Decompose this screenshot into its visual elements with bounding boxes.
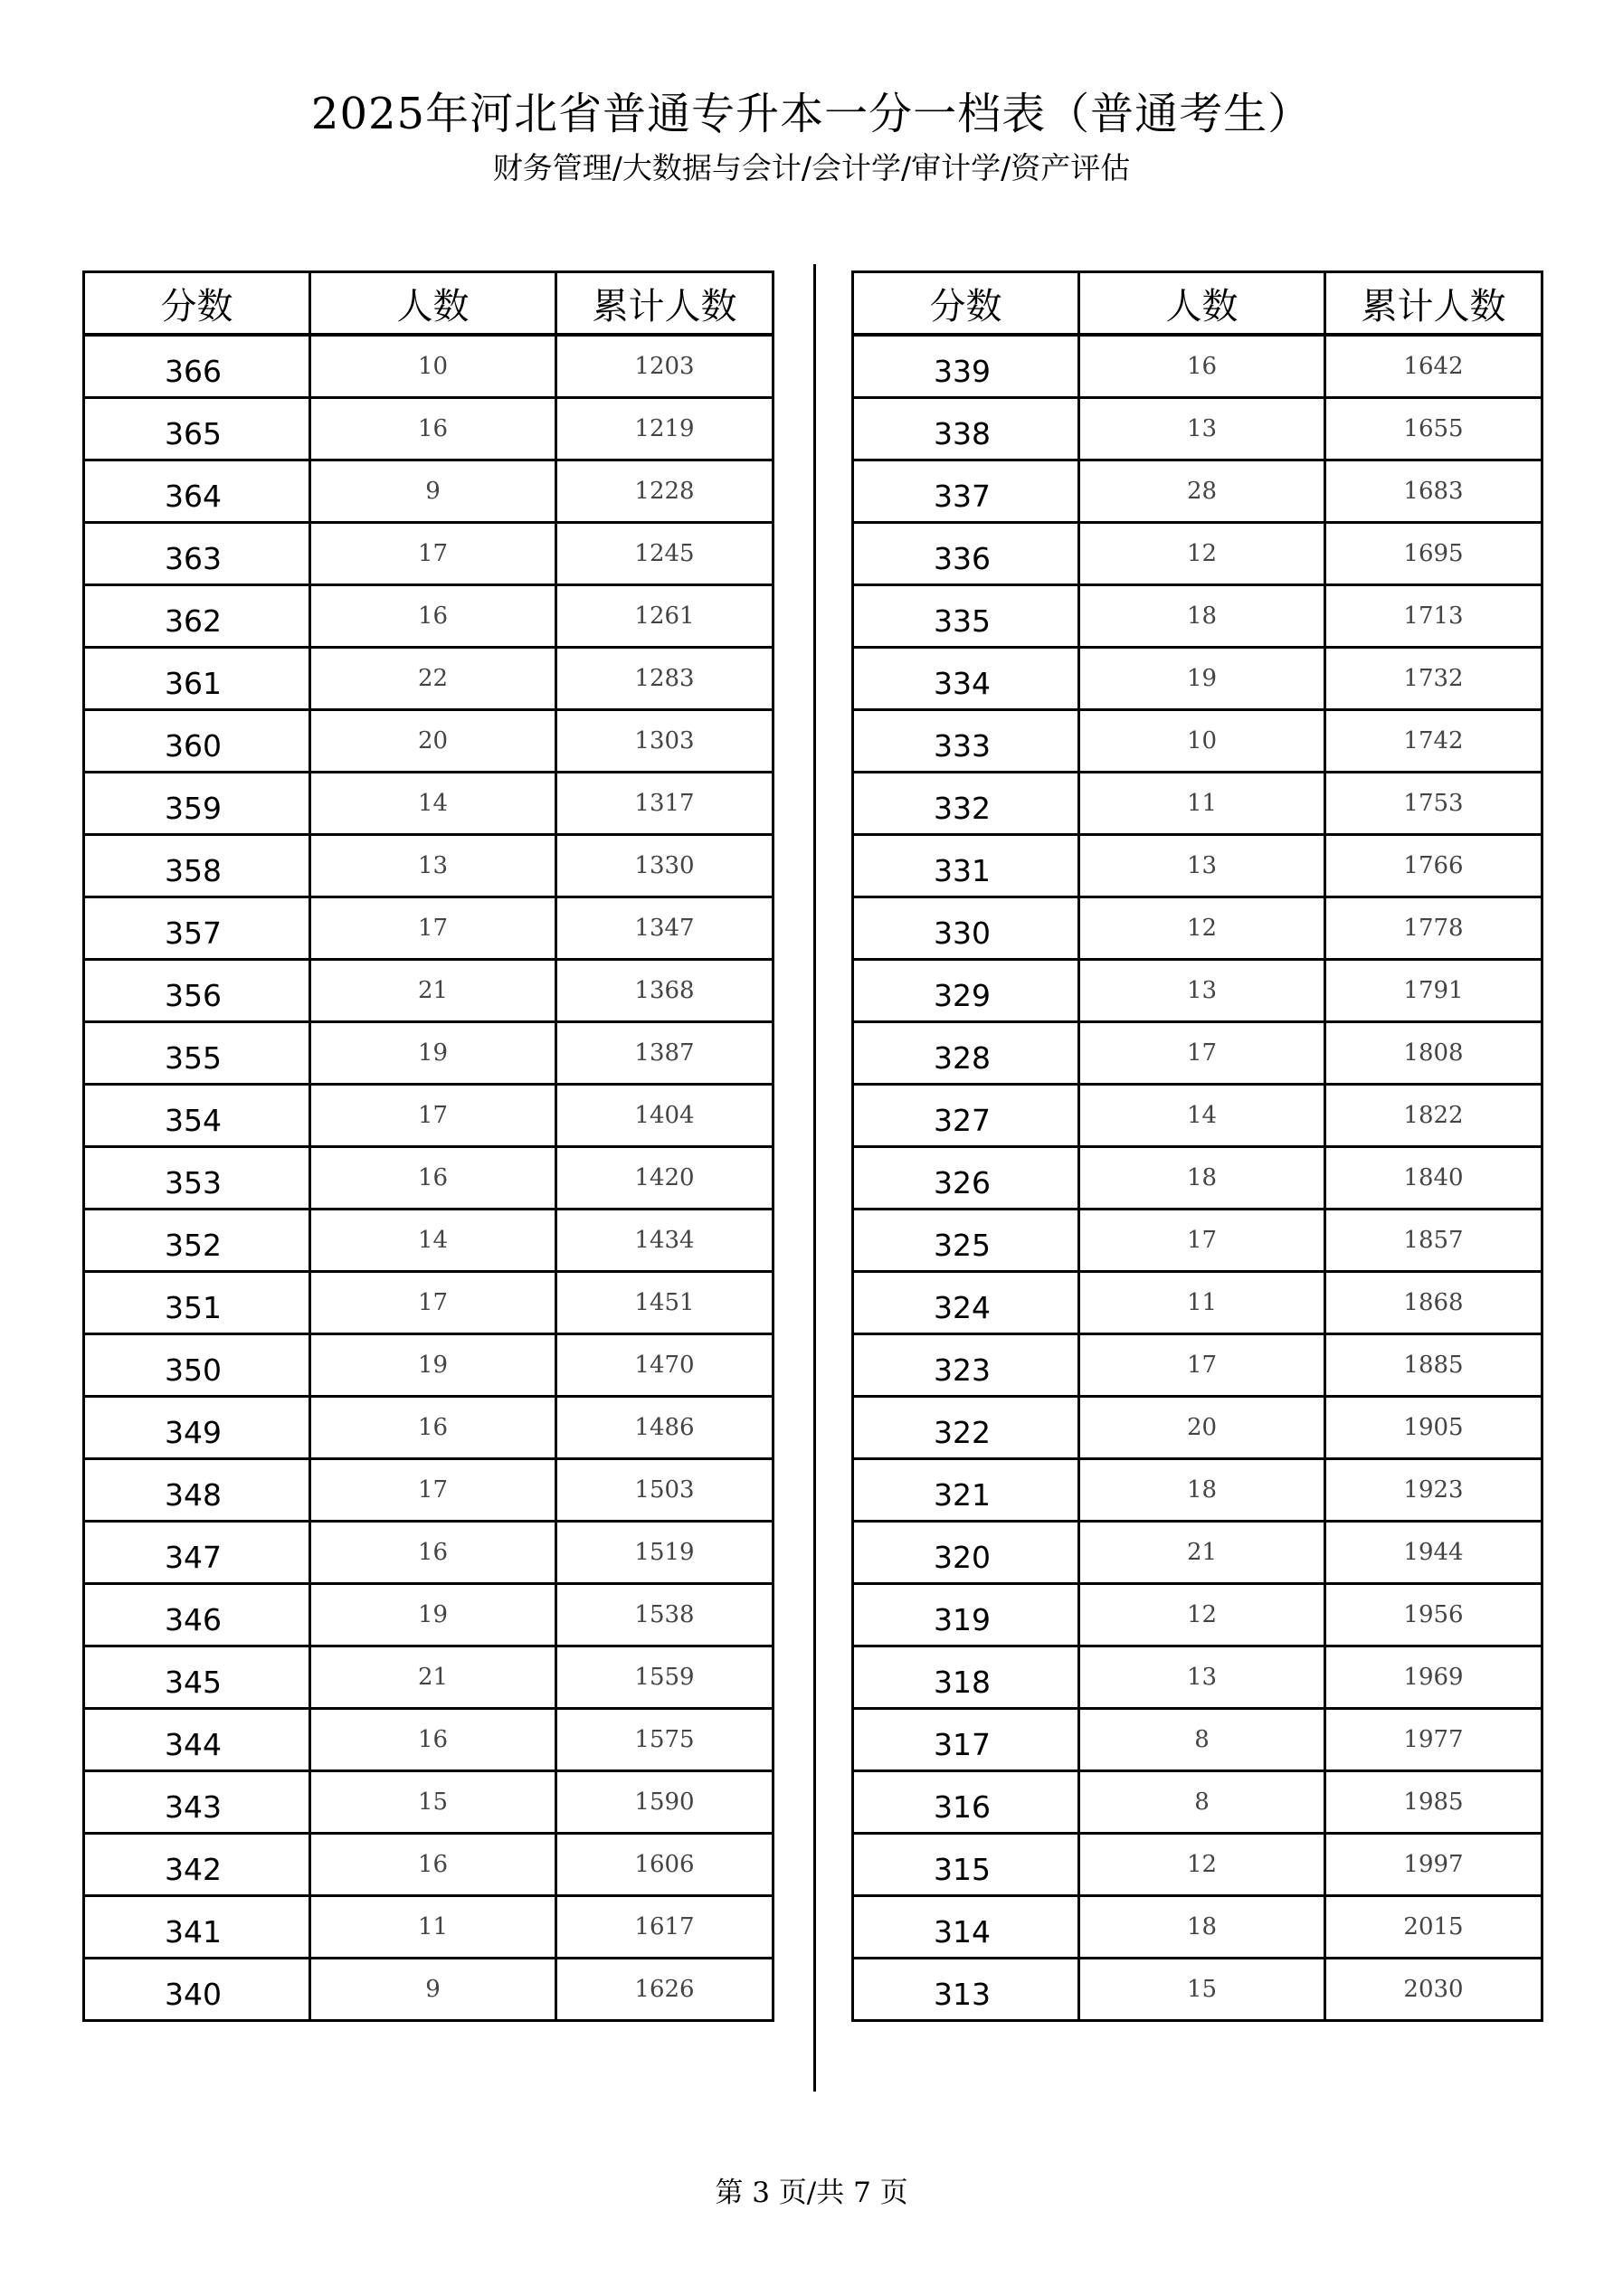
count-value: 11 [1079,773,1325,835]
count-value: 16 [310,398,556,460]
table-row [853,1022,1542,1085]
cumulative-value: 1486 [556,1397,774,1459]
count-value: 14 [310,773,556,835]
count-value: 9 [310,460,556,523]
table-row [853,1959,1542,2021]
table-row [84,398,774,460]
table-row [84,648,774,710]
score-value: 340 [84,1959,310,2021]
cumulative-value: 1559 [556,1646,774,1709]
table-row [84,773,774,835]
cumulative-value: 1617 [556,1896,774,1959]
score-value: 323 [853,1334,1079,1397]
score-value: 348 [84,1459,310,1522]
score-value: 338 [853,398,1079,460]
count-value: 8 [1079,1771,1325,1834]
table-row [853,648,1542,710]
score-value: 329 [853,960,1079,1022]
count-value: 15 [1079,1959,1325,2021]
count-value: 19 [310,1334,556,1397]
score-value: 331 [853,835,1079,897]
score-value: 346 [84,1584,310,1646]
score-value: 322 [853,1397,1079,1459]
table-row [853,1771,1542,1834]
table-row [853,773,1542,835]
score-value: 313 [853,1959,1079,2021]
score-value: 356 [84,960,310,1022]
cumulative-value: 1885 [1325,1334,1542,1397]
cumulative-value: 1245 [556,523,774,585]
table-row [84,1147,774,1210]
count-value: 15 [310,1771,556,1834]
count-value: 21 [1079,1522,1325,1584]
cumulative-value: 1905 [1325,1397,1542,1459]
score-value: 317 [853,1709,1079,1771]
table-row [853,1085,1542,1147]
count-value: 19 [1079,648,1325,710]
table-row [853,960,1542,1022]
cumulative-value: 1538 [556,1584,774,1646]
cumulative-value: 1969 [1325,1646,1542,1709]
cumulative-value: 1766 [1325,835,1542,897]
score-value: 318 [853,1646,1079,1709]
count-value: 19 [310,1022,556,1085]
count-value: 16 [310,1147,556,1210]
cumulative-value: 1503 [556,1459,774,1522]
table-body-right [853,335,1542,2021]
score-value: 350 [84,1334,310,1397]
table-row [853,1272,1542,1334]
score-value: 364 [84,460,310,523]
count-value: 21 [310,960,556,1022]
score-value: 332 [853,773,1079,835]
score-value: 314 [853,1896,1079,1959]
score-value: 359 [84,773,310,835]
cumulative-value: 1857 [1325,1210,1542,1272]
score-value: 366 [84,335,310,398]
count-value: 16 [310,1709,556,1771]
table-row [853,523,1542,585]
count-value: 18 [1079,585,1325,648]
cumulative-value: 1470 [556,1334,774,1397]
table-row [853,1147,1542,1210]
score-value: 320 [853,1522,1079,1584]
count-value: 13 [1079,835,1325,897]
table-row [84,1459,774,1522]
score-value: 362 [84,585,310,648]
table-row [853,585,1542,648]
table-row [853,1584,1542,1646]
cumulative-value: 1261 [556,585,774,648]
table-row [84,960,774,1022]
score-value: 335 [853,585,1079,648]
table-header-row [84,272,774,336]
table-row [853,897,1542,960]
score-table-right [851,270,1543,2022]
score-value: 336 [853,523,1079,585]
table-row [853,335,1542,398]
table-row [84,1210,774,1272]
cumulative-value: 1868 [1325,1272,1542,1334]
cumulative-value: 1977 [1325,1709,1542,1771]
cumulative-value: 2030 [1325,1959,1542,2021]
table-body-left [84,335,774,2021]
score-value: 316 [853,1771,1079,1834]
page-number-text: 第 3 页/共 7 页 [715,2177,908,2209]
cumulative-value: 1923 [1325,1459,1542,1522]
score-value: 358 [84,835,310,897]
table-row [853,1646,1542,1709]
cumulative-value: 1822 [1325,1085,1542,1147]
table-row [84,523,774,585]
cumulative-value: 1451 [556,1272,774,1334]
score-value: 354 [84,1085,310,1147]
cumulative-value: 1404 [556,1085,774,1147]
count-value: 13 [1079,960,1325,1022]
score-value: 342 [84,1834,310,1896]
count-value: 12 [1079,1834,1325,1896]
count-value: 8 [1079,1709,1325,1771]
score-value: 324 [853,1272,1079,1334]
count-value: 17 [310,1085,556,1147]
table-row [84,1085,774,1147]
cumulative-value: 1606 [556,1834,774,1896]
count-value: 16 [310,1834,556,1896]
table-row [84,1022,774,1085]
table-row [84,1646,774,1709]
table-row [853,460,1542,523]
table-row [853,1459,1542,1522]
cumulative-value: 1387 [556,1022,774,1085]
cumulative-value: 1655 [1325,398,1542,460]
count-value: 12 [1079,523,1325,585]
table-row [84,1522,774,1584]
count-value: 17 [310,897,556,960]
header-score: 分数 [84,272,310,336]
page-footer [0,2175,1623,2211]
column-divider [813,264,816,2092]
count-value: 16 [310,1397,556,1459]
count-value: 18 [1079,1147,1325,1210]
table-row [84,585,774,648]
header-cumulative: 累计人数 [556,272,774,336]
header-cumulative: 累计人数 [1325,272,1542,336]
cumulative-value: 1778 [1325,897,1542,960]
table-row [84,897,774,960]
count-value: 17 [310,523,556,585]
count-value: 20 [310,710,556,773]
cumulative-value: 1753 [1325,773,1542,835]
table-row [853,710,1542,773]
count-value: 28 [1079,460,1325,523]
table-row [853,1522,1542,1584]
cumulative-value: 1590 [556,1771,774,1834]
score-value: 321 [853,1459,1079,1522]
table-row [853,835,1542,897]
table-row [84,1834,774,1896]
count-value: 13 [1079,398,1325,460]
score-value: 328 [853,1022,1079,1085]
count-value: 13 [310,835,556,897]
cumulative-value: 1283 [556,648,774,710]
table-row [84,1709,774,1771]
document-title: 2025年河北省普通专升本一分一档表（普通考生） [310,89,1313,139]
cumulative-value: 1840 [1325,1147,1542,1210]
cumulative-value: 1985 [1325,1771,1542,1834]
table-row [84,1397,774,1459]
table-row [853,1334,1542,1397]
cumulative-value: 1368 [556,960,774,1022]
table-row [84,460,774,523]
count-value: 19 [310,1584,556,1646]
document-subtitle: 财务管理/大数据与会计/会计学/审计学/资产评估 [492,150,1131,185]
score-value: 330 [853,897,1079,960]
score-value: 339 [853,335,1079,398]
score-value: 334 [853,648,1079,710]
score-value: 344 [84,1709,310,1771]
count-value: 14 [310,1210,556,1272]
cumulative-value: 1944 [1325,1522,1542,1584]
table-row [84,335,774,398]
table-header-row [853,272,1542,336]
table-row [853,1397,1542,1459]
table-row [853,398,1542,460]
score-value: 355 [84,1022,310,1085]
table-row [84,1272,774,1334]
cumulative-value: 1317 [556,773,774,835]
score-value: 345 [84,1646,310,1709]
cumulative-value: 1519 [556,1522,774,1584]
score-value: 353 [84,1147,310,1210]
cumulative-value: 1575 [556,1709,774,1771]
count-value: 14 [1079,1085,1325,1147]
table-row [84,1334,774,1397]
score-value: 363 [84,523,310,585]
header-score: 分数 [853,272,1079,336]
score-value: 351 [84,1272,310,1334]
score-value: 315 [853,1834,1079,1896]
score-value: 347 [84,1522,310,1584]
cumulative-value: 1219 [556,398,774,460]
cumulative-value: 1742 [1325,710,1542,773]
header-count: 人数 [310,272,556,336]
score-value: 360 [84,710,310,773]
cumulative-value: 1420 [556,1147,774,1210]
header-count: 人数 [1079,272,1325,336]
cumulative-value: 1683 [1325,460,1542,523]
count-value: 18 [1079,1459,1325,1522]
count-value: 17 [310,1272,556,1334]
cumulative-value: 1330 [556,835,774,897]
score-value: 326 [853,1147,1079,1210]
cumulative-value: 1732 [1325,648,1542,710]
count-value: 11 [1079,1272,1325,1334]
cumulative-value: 1808 [1325,1022,1542,1085]
cumulative-value: 1347 [556,897,774,960]
count-value: 17 [1079,1334,1325,1397]
score-value: 349 [84,1397,310,1459]
table-row [853,1709,1542,1771]
table-row [84,710,774,773]
count-value: 10 [310,335,556,398]
count-value: 17 [310,1459,556,1522]
count-value: 16 [310,1522,556,1584]
score-table-left [82,270,774,2022]
count-value: 21 [310,1646,556,1709]
count-value: 17 [1079,1210,1325,1272]
table-row [853,1896,1542,1959]
count-value: 16 [310,585,556,648]
cumulative-value: 1203 [556,335,774,398]
count-value: 20 [1079,1397,1325,1459]
score-value: 341 [84,1896,310,1959]
table-row [853,1834,1542,1896]
count-value: 10 [1079,710,1325,773]
cumulative-value: 1997 [1325,1834,1542,1896]
score-value: 352 [84,1210,310,1272]
count-value: 18 [1079,1896,1325,1959]
table-row [84,1771,774,1834]
count-value: 9 [310,1959,556,2021]
table-row [84,1959,774,2021]
count-value: 12 [1079,1584,1325,1646]
count-value: 17 [1079,1022,1325,1085]
cumulative-value: 1228 [556,460,774,523]
cumulative-value: 1791 [1325,960,1542,1022]
cumulative-value: 1642 [1325,335,1542,398]
table-row [84,1584,774,1646]
score-value: 319 [853,1584,1079,1646]
score-value: 333 [853,710,1079,773]
score-value: 365 [84,398,310,460]
count-value: 12 [1079,897,1325,960]
count-value: 13 [1079,1646,1325,1709]
count-value: 22 [310,648,556,710]
score-value: 357 [84,897,310,960]
table-row [84,1896,774,1959]
table-row [853,1210,1542,1272]
score-value: 337 [853,460,1079,523]
cumulative-value: 1713 [1325,585,1542,648]
cumulative-value: 1626 [556,1959,774,2021]
score-value: 343 [84,1771,310,1834]
table-row [84,835,774,897]
cumulative-value: 1956 [1325,1584,1542,1646]
score-value: 361 [84,648,310,710]
count-value: 11 [310,1896,556,1959]
count-value: 16 [1079,335,1325,398]
score-value: 325 [853,1210,1079,1272]
cumulative-value: 2015 [1325,1896,1542,1959]
cumulative-value: 1695 [1325,523,1542,585]
cumulative-value: 1303 [556,710,774,773]
score-value: 327 [853,1085,1079,1147]
cumulative-value: 1434 [556,1210,774,1272]
